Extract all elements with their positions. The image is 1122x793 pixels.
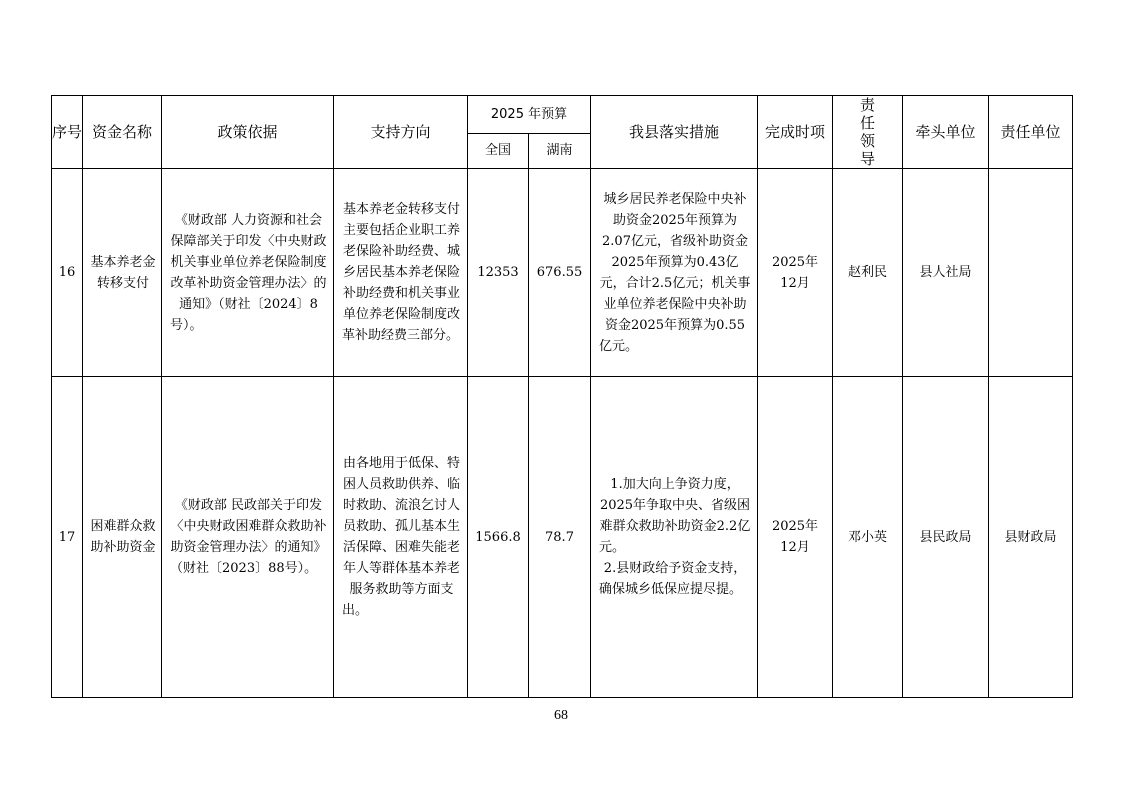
header-budget-2025: 2025 年预算 — [468, 96, 591, 134]
row-fund-name: 基本养老金转移支付 — [83, 169, 162, 377]
row-lead-unit: 县人社局 — [903, 169, 989, 377]
row-support-direction: 由各地用于低保、特困人员救助供养、临时救助、流浪乞讨人员救助、孤儿基本生活保障、困难失能老年人等群体基本养老服务救助等方面支出。 — [334, 377, 468, 698]
row-responsible-unit: 县财政局 — [989, 377, 1073, 698]
table-row — [52, 169, 1073, 377]
measure-line: 1.加大向上争资力度，2025年争取中央、省级困难群众救助补助资金2.2亿元。 — [599, 477, 751, 555]
header-responsible-unit: 责任单位 — [989, 96, 1073, 169]
header-policy-basis: 政策依据 — [162, 96, 334, 169]
table-row — [52, 377, 1073, 698]
row-county-measures — [591, 377, 758, 698]
row-responsible-leader: 赵利民 — [833, 169, 903, 377]
header-support-direction: 支持方向 — [334, 96, 468, 169]
row-seq: 17 — [52, 377, 83, 698]
row-policy-basis: 《财政部 民政部关于印发〈中央财政困难群众救助补助资金管理办法〉的通知》（财社〔2023〕88号）。 — [162, 377, 334, 698]
header-seq: 序号 — [52, 96, 83, 169]
row-responsible-unit — [989, 169, 1073, 377]
row-seq: 16 — [52, 169, 83, 377]
row-responsible-leader: 邓小英 — [833, 377, 903, 698]
header-fund-name: 资金名称 — [83, 96, 162, 169]
funding-table — [51, 95, 1073, 698]
header-lead-unit: 牵头单位 — [903, 96, 989, 169]
row-budget-hunan: 676.55 — [529, 169, 591, 377]
row-budget-national: 1566.8 — [468, 377, 529, 698]
row-policy-basis: 《财政部 人力资源和社会保障部关于印发〈中央财政机关事业单位养老保险制度改革补助资金管理办法〉的通知》（财社〔2024〕8号）。 — [162, 169, 334, 377]
row-budget-hunan: 78.7 — [529, 377, 591, 698]
header-budget-national: 全国 — [468, 134, 529, 169]
page-number: 68 — [554, 708, 568, 723]
row-fund-name: 困难群众救助补助资金 — [83, 377, 162, 698]
header-row — [52, 96, 1073, 134]
row-completion-time: 2025年12月 — [758, 377, 833, 698]
row-lead-unit: 县民政局 — [903, 377, 989, 698]
header-responsible-leader: 责任领导 — [833, 96, 903, 169]
header-completion-time: 完成时项 — [758, 96, 833, 169]
row-support-direction: 基本养老金转移支付主要包括企业职工养老保险补助经费、城乡居民基本养老保险补助经费和机关事业单位养老保险制度改革补助经费三部分。 — [334, 169, 468, 377]
row-budget-national: 12353 — [468, 169, 529, 377]
row-completion-time: 2025年12月 — [758, 169, 833, 377]
measure-line: 2.县财政给予资金支持，确保城乡低保应提尽提。 — [599, 561, 747, 597]
header-county-measures: 我县落实措施 — [591, 96, 758, 169]
header-budget-hunan: 湖南 — [529, 134, 591, 169]
row-county-measures: 城乡居民养老保险中央补助资金2025年预算为2.07亿元，省级补助资金2025年预算为0.43亿元，合计2.5亿元；机关事业单位养老保险中央补助资金2025年预算为0.55亿元。 — [591, 169, 758, 377]
